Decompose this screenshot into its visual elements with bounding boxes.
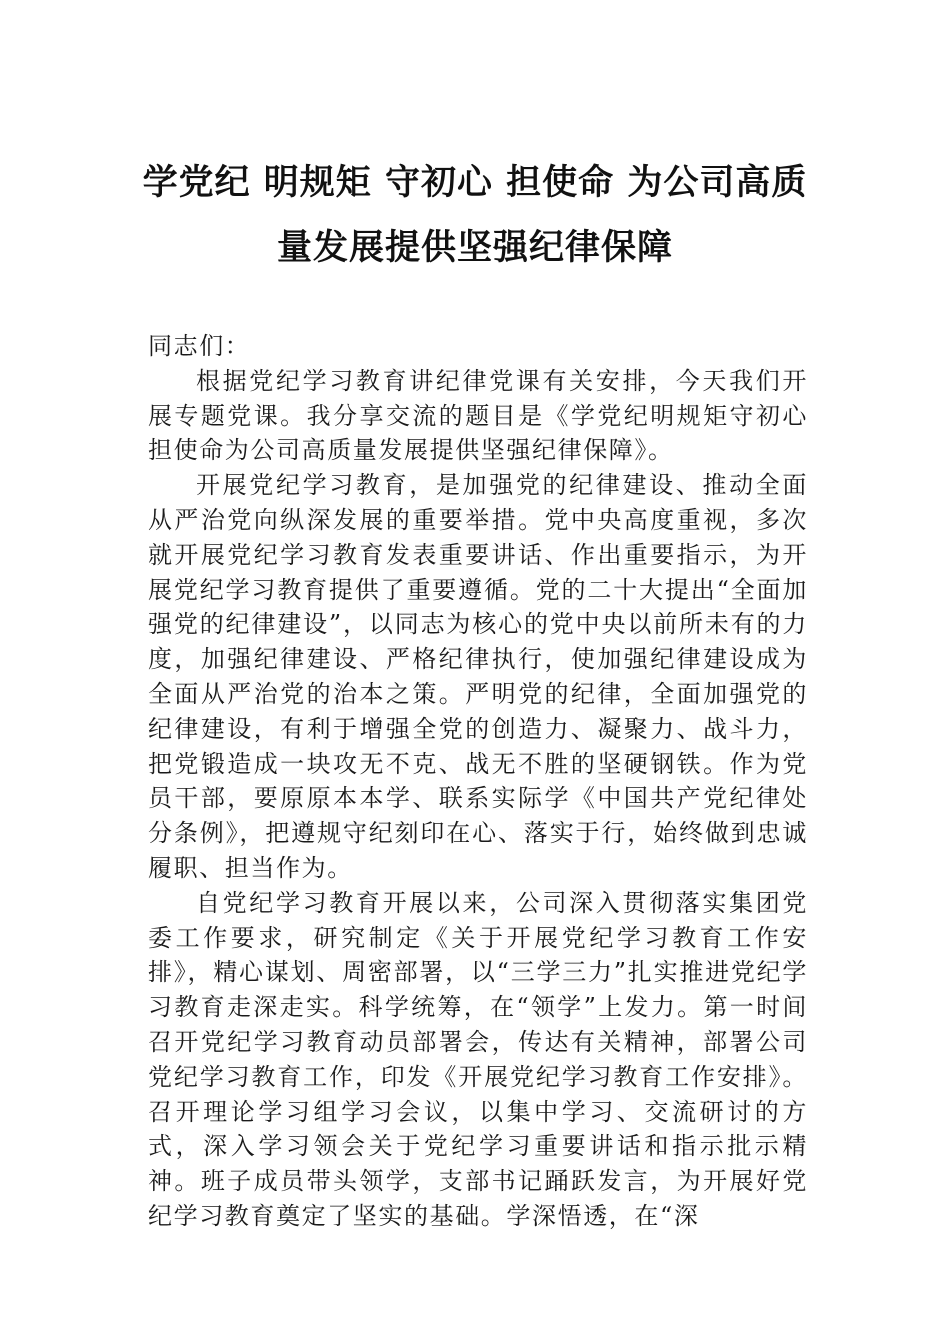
document-title xyxy=(140,150,810,280)
salutation: 同志们： xyxy=(148,332,251,360)
title-line-1: 学党纪 明规矩 守初心 担使命 为公司高质 xyxy=(142,162,808,203)
paragraph-2: 开展党纪学习教育，是加强党的纪律建设、推动全面从严治党向纵深发展的重要举措。党中央高度重视，多次就开展党纪学习教育发表重要讲话、作出重要指示，为开展党纪学习教育提供了重要遵循。党的二十大提出“全面加强党的纪律建设”，以同志为核心的党中央以前所未有的力度，加强纪律建设、严格纪律执行，使加强纪律建设成为全面从严治党的治本之策。严明党的纪律，全面加强党的纪律建设，有利于增强全党的创造力、凝聚力、战斗力，把党锻造成一块攻无不克、战无不胜的坚硬钢铁。作为党员干部，要原原本本学、联系实际学《中国共产党纪律处分条例》，把遵规守纪刻印在心、落实于行，始终做到忠诚履职、担当作为。 xyxy=(148,471,808,882)
title-line-2: 量发展提供坚强纪律保障 xyxy=(276,227,673,268)
paragraph-1: 根据党纪学习教育讲纪律党课有关安排，今天我们开展专题党课。我分享交流的题目是《学党纪明规矩守初心担使命为公司高质量发展提供坚强纪律保障》。 xyxy=(148,366,808,465)
document-body xyxy=(148,329,808,1234)
paragraph-3: 自党纪学习教育开展以来，公司深入贯彻落实集团党委工作要求，研究制定《关于开展党纪学习教育工作安排》，精心谋划、周密部署，以“三学三力”扎实推进党纪学习教育走深走实。科学统筹，在“领学”上发力。第一时间召开党纪学习教育动员部署会，传达有关精神，部署公司党纪学习教育工作，印发《开展党纪学习教育工作安排》。召开理论学习组学习会议，以集中学习、交流研讨的方式，深入学习领会关于党纪学习重要讲话和指示批示精神。班子成员带头领学，支部书记踊跃发言，为开展好党纪学习教育奠定了坚实的基础。学深悟透，在“深 xyxy=(148,888,808,1230)
